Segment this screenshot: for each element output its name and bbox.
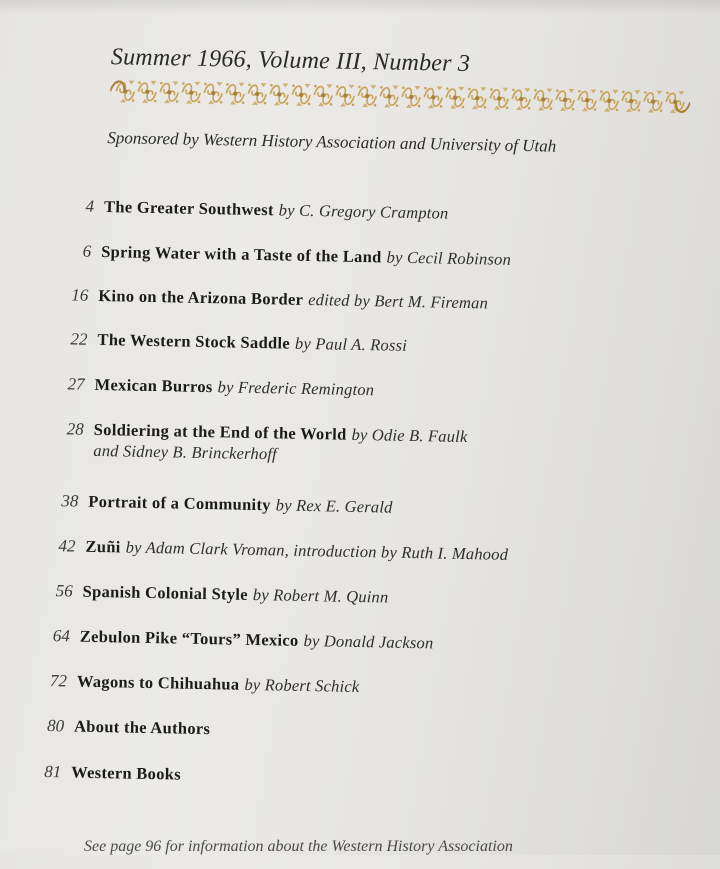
toc-page-number: 72 bbox=[49, 671, 68, 691]
toc-byline-continued: and Sidney B. Brinckerhoff bbox=[93, 440, 278, 464]
toc-entry bbox=[49, 671, 360, 697]
toc-entry bbox=[46, 716, 211, 740]
toc-entry bbox=[71, 285, 489, 313]
toc-page-number: 4 bbox=[85, 196, 95, 216]
toc-title: The Western Stock Saddle bbox=[97, 329, 291, 353]
toc-entry bbox=[58, 536, 509, 565]
toc-page-number: 16 bbox=[71, 285, 89, 305]
toc-title: Zebulon Pike “Tours” Mexico bbox=[79, 626, 299, 650]
toc-byline: by C. Gregory Crampton bbox=[278, 200, 449, 223]
toc-title: Soldiering at the End of the World bbox=[93, 419, 347, 444]
toc-byline: by Robert Schick bbox=[244, 674, 360, 697]
toc-byline: by Rex E. Gerald bbox=[275, 495, 393, 517]
toc-byline: by Frederic Remington bbox=[217, 377, 375, 400]
toc-page-number: 6 bbox=[82, 241, 92, 261]
toc-byline: by Paul A. Rossi bbox=[294, 333, 408, 355]
toc-title: Portrait of a Community bbox=[88, 491, 271, 515]
toc-page-number: 38 bbox=[61, 491, 79, 511]
gold-filigree-band-icon bbox=[110, 76, 690, 117]
toc-entry bbox=[55, 581, 389, 608]
toc-entry bbox=[66, 419, 468, 468]
toc-entry bbox=[67, 374, 375, 400]
toc-page-number: 80 bbox=[46, 716, 65, 736]
toc-entry bbox=[82, 241, 512, 270]
toc-title: About the Authors bbox=[73, 716, 211, 739]
toc-entry bbox=[70, 329, 408, 356]
toc-title: Western Books bbox=[71, 762, 182, 784]
footnote: See page 96 for information about the Western History Association bbox=[84, 838, 513, 855]
toc-byline: by Robert M. Quinn bbox=[252, 584, 389, 607]
toc-title: Zuñi bbox=[85, 536, 121, 557]
toc-title: Mexican Burros bbox=[94, 374, 213, 397]
toc-page-number: 22 bbox=[70, 329, 88, 349]
toc-entry bbox=[85, 196, 449, 224]
toc-title: The Greater Southwest bbox=[103, 197, 274, 220]
toc-page-number: 81 bbox=[44, 761, 62, 782]
toc-page-number: 64 bbox=[52, 626, 70, 646]
toc-title: Spanish Colonial Style bbox=[82, 581, 249, 604]
toc-entry bbox=[52, 626, 434, 654]
toc-page-number: 28 bbox=[66, 419, 84, 439]
toc-page-number: 42 bbox=[58, 536, 76, 556]
toc-page-number: 56 bbox=[55, 581, 73, 601]
toc-byline: by Donald Jackson bbox=[303, 630, 434, 653]
toc-entry bbox=[44, 761, 182, 785]
sponsor-line: Sponsored by Western History Association and University of Utah bbox=[107, 128, 557, 156]
toc-byline: edited by Bert M. Fireman bbox=[308, 289, 489, 313]
toc-title: Kino on the Arizona Border bbox=[98, 285, 304, 309]
toc-title: Wagons to Chihuahua bbox=[76, 671, 240, 694]
toc-title: Spring Water with a Taste of the Land bbox=[101, 241, 382, 267]
toc-byline: by Adam Clark Vroman, introduction by Ruth I. Mahood bbox=[125, 537, 509, 564]
issue-line: Summer 1966, Volume III, Number 3 bbox=[110, 44, 471, 78]
toc-entry bbox=[61, 491, 393, 518]
toc-page-number: 27 bbox=[67, 374, 85, 394]
toc-byline: by Odie B. Faulk bbox=[351, 424, 468, 447]
toc-byline: by Cecil Robinson bbox=[386, 247, 512, 269]
